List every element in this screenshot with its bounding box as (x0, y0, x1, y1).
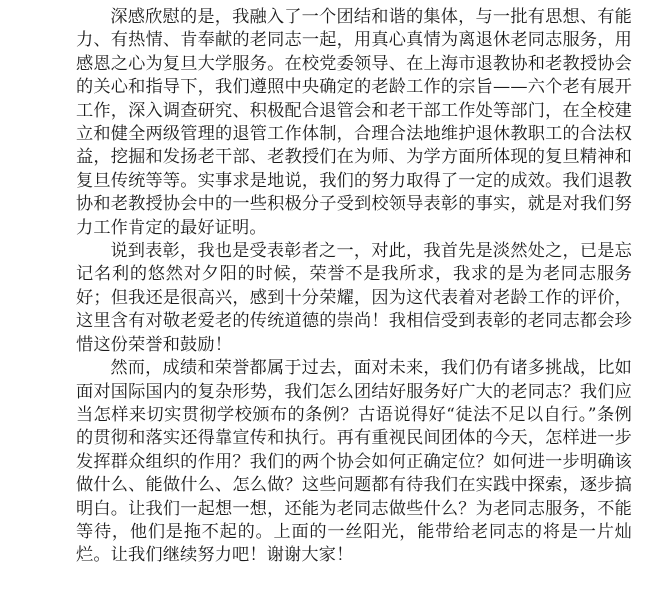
paragraph-1: 深感欣慰的是，我融入了一个团结和谐的集体，与一批有思想、有能力、有热情、肯奉献的老同志一起，用真心真情为离退休老同志服务，用感恩之心为复旦大学服务。在校党委领导、在上海市退教协和老教授协会的关心和指导下，我们遵照中央确定的老龄工作的宗旨——六个老有展开工作，深入调查研究、积极配合退管会和老干部工作处等部门，在全校建立和健全两级管理的退管工作体制，合理合法地维护退休教职工的合法权益，挖掘和发扬老干部、老教授们在为师、为学方面所体现的复旦精神和复旦传统等等。实事求是地说，我们的努力取得了一定的成效。我们退教协和老教授协会中的一些积极分子受到校领导表彰的事实，就是对我们努力工作肯定的最好证明。 (76, 7, 632, 238)
paragraph-2: 说到表彰，我也是受表彰者之一，对此，我首先是淡然处之，已是忘记名利的悠然对夕阳的时候，荣誉不是我所求，我求的是为老同志服务好；但我还是很高兴，感到十分荣耀，因为这代表着对老龄工作的评价，这里含有对敬老爱老的传统道德的崇尚！我相信受到表彰的老同志都会珍惜这份荣誉和鼓励！ (76, 241, 632, 355)
document-page (76, 6, 632, 568)
paragraph-3: 然而，成绩和荣誉都属于过去，面对未来，我们仍有诸多挑战，比如面对国际国内的复杂形势，我们怎么团结好服务好广大的老同志？我们应当怎样来切实贯彻学校颁布的条例？古语说得好“徒法不足以自行。”条例的贯彻和落实还得靠宣传和执行。再有重视民间团体的今天，怎样进一步发挥群众组织的作用？我们的两个协会如何正确定位？如何进一步明确该做什么、能做什么、怎么做？这些问题都有待我们在实践中探索，逐步搞明白。让我们一起想一想，还能为老同志做些什么？为老同志服务，不能等待，他们是拖不起的。上面的一丝阳光，能带给老同志的将是一片灿烂。让我们继续努力吧！谢谢大家！ (76, 358, 632, 566)
